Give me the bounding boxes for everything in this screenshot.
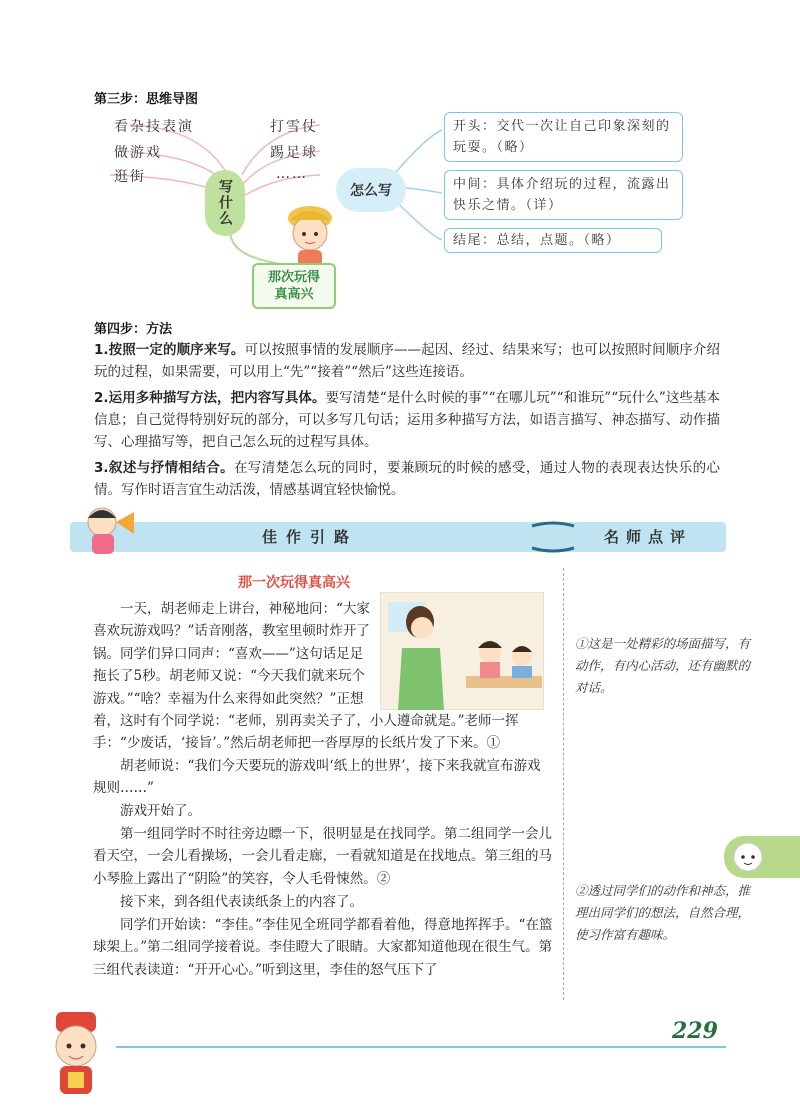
sheep-icon <box>730 839 766 875</box>
classroom-illustration <box>380 592 544 710</box>
what-to-write-label: 写什么 <box>217 179 233 227</box>
how-to-write-bubble <box>336 168 406 212</box>
method-point-1 <box>94 339 720 383</box>
method-point-2 <box>94 387 720 453</box>
method-point-3-bold: 3.叙述与抒情相结合。 <box>94 460 234 476</box>
banner-right-title: 名师点评 <box>604 528 693 546</box>
mm-box-opening <box>444 112 683 162</box>
essay-paragraph-1-top: 一天，胡老师走上讲台，神秘地问：“大家喜欢玩游戏吗？”话音刚落，教室里顿时炸开了锅。同学们异口同声：“喜欢——”这句话足足拖长了5秒。胡老师又说：“今天我们就来玩个游戏。”“啥？幸福为什么来得如此突然？”正想 <box>93 601 370 707</box>
method-point-2-text: 要写清楚“是什么时候的事”“在哪儿玩”“和谁玩”“玩什么”这些基本信息；自己觉得特别好玩的部分，可以多写几句话；运用多种描写方法，如语言描写、神态描写、动作描写、心理描写等，把自己怎么玩的过程写具体。 <box>94 390 720 450</box>
essay-paragraph-6: 同学们开始读：“李佳。”李佳见全班同学都看着他，得意地挥挥手。“在篮球架上。”第二组同学接着说。李佳瞪大了眼睛。大家都知道他现在很生气。第三组代表读道：“开开心心。”听到这里，李佳的怒气压下了 <box>93 917 553 978</box>
mm-box-opening-label: 开头： <box>453 119 497 134</box>
essay-paragraph-3: 游戏开始了。 <box>120 803 201 819</box>
comment-1: ①这是一处精彩的场面描写，有动作，有内心活动，还有幽默的对话。 <box>575 636 751 695</box>
mascot-illustration <box>42 1010 112 1100</box>
side-tab <box>724 836 800 878</box>
mm-box-middle <box>444 170 683 220</box>
what-to-write-bubble <box>205 170 245 236</box>
mm-box-middle-label: 中间： <box>453 177 497 192</box>
essay-title: 那一次玩得真高兴 <box>238 575 350 591</box>
topic-sign-text: 那次玩得真高兴 <box>267 270 320 302</box>
essay-paragraph-1-bottom: 着，这时有个同学说：“老师，别再卖关子了，小人遵命就是。”老师一挥手：“少废话，‘接旨’。”然后胡老师把一沓厚厚的长纸片发了下来。① <box>93 713 519 752</box>
mm-box-opening-text: 交代一次让自己印象深刻的玩耍。（略） <box>453 119 671 155</box>
page-number: 229 <box>672 1018 718 1044</box>
essay-paragraph-2: 胡老师说：“我们今天要玩的游戏叫‘纸上的世界’，接下来我就宣布游戏规则……” <box>93 758 541 797</box>
comment-2: ②透过同学们的动作和神态，推理出同学们的想法，自然合理，使习作富有趣味。 <box>575 883 751 942</box>
method-point-1-bold: 1.按照一定的顺序来写。 <box>94 342 245 358</box>
mm-left-item-1: 看杂技表演 <box>114 119 194 135</box>
step4-title: 第四步：方法 <box>94 322 173 337</box>
topic-sign <box>252 263 336 309</box>
mm-box-ending-text: 总结，点题。（略） <box>496 233 621 248</box>
mm-box-middle-text: 具体介绍玩的过程，流露出快乐之情。（详） <box>453 177 671 213</box>
comment-divider <box>563 568 564 1000</box>
boy-illustration <box>280 200 342 270</box>
banner-left-title: 佳作引路 <box>262 528 359 546</box>
mm-left-item-6: …… <box>276 166 308 182</box>
mm-left-item-2: 做游戏 <box>114 145 162 161</box>
mm-left-item-3: 逛街 <box>114 169 146 185</box>
method-point-2-bold: 2.运用多种描写方法，把内容写具体。 <box>94 390 326 406</box>
girl-megaphone-illustration <box>78 500 138 560</box>
how-to-write-label: 怎么写 <box>350 183 392 199</box>
step3-title: 第三步：思维导图 <box>94 92 199 107</box>
method-point-3 <box>94 457 720 501</box>
mm-box-ending-label: 结尾： <box>453 233 497 248</box>
mm-left-item-4: 打雪仗 <box>270 119 318 135</box>
footer-line <box>116 1046 726 1048</box>
method-point-3-text: 在写清楚怎么玩的同时，要兼顾玩的时候的感受，通过人物的表现表达快乐的心情。写作时语言宜生动活泼，情感基调宜轻快愉悦。 <box>94 460 720 498</box>
essay-paragraph-4: 第一组同学时不时往旁边瞟一下，很明显是在找同学。第二组同学一会儿看天空，一会儿看操场，一会儿看走廊，一看就知道是在找地点。第三组的马小琴脸上露出了“阴险”的笑容，令人毛骨悚然。② <box>93 826 552 887</box>
banner-divider-icon <box>528 518 578 556</box>
mm-box-ending <box>444 228 662 253</box>
method-point-1-text: 可以按照事情的发展顺序——起因、经过、结果来写；也可以按照时间顺序介绍玩的过程，如果需要，可以用上“先”“接着”“然后”这些连接语。 <box>94 342 720 380</box>
essay-paragraph-5: 接下来，到各组代表读纸条上的内容了。 <box>120 894 363 910</box>
mm-left-item-5: 踢足球 <box>270 145 318 161</box>
